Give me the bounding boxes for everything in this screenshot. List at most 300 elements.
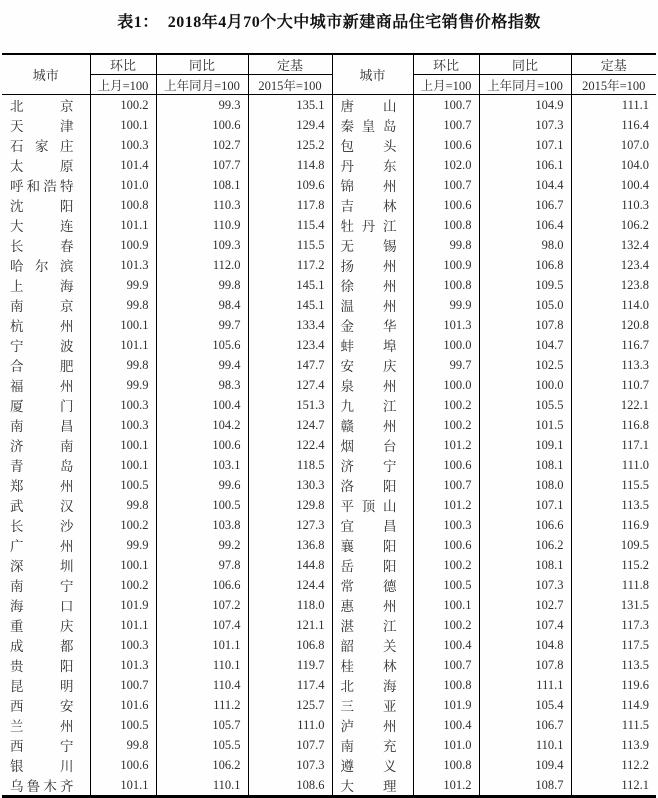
- value-cell: 100.0: [413, 375, 479, 395]
- value-cell: 100.1: [90, 315, 156, 335]
- value-cell: 101.1: [90, 615, 156, 635]
- city-cell: [2, 535, 90, 555]
- value-cell: 147.7: [248, 355, 332, 375]
- city-cell: [2, 415, 90, 435]
- city-cell: [332, 755, 413, 775]
- city-name: 洛阳: [340, 479, 397, 494]
- city-cell: [332, 495, 413, 515]
- value-cell: 116.7: [621, 337, 649, 352]
- table-row: [2, 375, 656, 395]
- city-cell: [332, 295, 413, 315]
- value-cell: 108.0: [479, 475, 571, 495]
- header-city-left: 城市: [2, 54, 90, 95]
- value-cell: 145.1: [248, 295, 332, 315]
- value-cell: 99.4: [156, 355, 248, 375]
- city-name: 遵义: [340, 759, 397, 774]
- table-row: [2, 115, 656, 135]
- table-row: [2, 675, 656, 695]
- table-row: [2, 475, 656, 495]
- value-cell: 100.5: [156, 495, 248, 515]
- value-cell: 100.3: [90, 635, 156, 655]
- city-name: 南充: [340, 739, 397, 754]
- value-cell: 104.7: [479, 335, 571, 355]
- value-cell: 109.5: [479, 275, 571, 295]
- city-cell: [2, 475, 90, 495]
- value-cell: 112.0: [156, 255, 248, 275]
- city-cell: [332, 235, 413, 255]
- value-cell: 105.7: [156, 715, 248, 735]
- value-cell: 100.3: [90, 395, 156, 415]
- city-name: 温州: [340, 299, 397, 314]
- value-cell: 100.8: [413, 675, 479, 695]
- table-header: [2, 54, 656, 95]
- table-row: [2, 135, 656, 155]
- city-cell: [2, 355, 90, 375]
- value-cell: 101.1: [90, 215, 156, 235]
- city-name: 武汉: [10, 499, 74, 514]
- value-cell: 100.2: [413, 395, 479, 415]
- city-cell: [332, 635, 413, 655]
- value-cell: 124.7: [248, 415, 332, 435]
- value-cell: 99.9: [90, 535, 156, 555]
- city-cell: [2, 215, 90, 235]
- city-name: 长春: [10, 239, 74, 254]
- value-cell: 100.5: [90, 715, 156, 735]
- value-cell: 99.8: [90, 735, 156, 755]
- city-cell: [332, 475, 413, 495]
- table-row: [2, 255, 656, 275]
- city-name: 青岛: [10, 459, 74, 474]
- value-cell: 102.7: [479, 595, 571, 615]
- value-cell: 108.1: [479, 555, 571, 575]
- city-name: 西安: [10, 699, 74, 714]
- value-cell: 101.0: [413, 735, 479, 755]
- city-name: 大理: [340, 779, 397, 794]
- table-row: [2, 635, 656, 655]
- table-row: [2, 655, 656, 675]
- value-cell: 115.5: [621, 477, 649, 492]
- city-cell: [332, 415, 413, 435]
- city-name: 济南: [10, 439, 74, 454]
- value-cell: 107.7: [248, 735, 332, 755]
- city-cell: [2, 635, 90, 655]
- city-cell: [2, 575, 90, 595]
- value-cell: 130.3: [248, 475, 332, 495]
- city-cell: [332, 215, 413, 235]
- price-index-table: [2, 53, 656, 798]
- value-cell: 117.8: [248, 195, 332, 215]
- city-name: 安庆: [340, 359, 397, 374]
- value-cell: 102.7: [156, 135, 248, 155]
- value-cell: 104.9: [479, 95, 571, 116]
- value-cell: 100.2: [413, 615, 479, 635]
- city-cell: [2, 115, 90, 135]
- city-cell: [332, 175, 413, 195]
- city-name: 桂林: [340, 659, 397, 674]
- city-name: 三亚: [340, 699, 397, 714]
- value-cell: 112.1: [621, 777, 649, 792]
- value-cell: 110.9: [156, 215, 248, 235]
- city-name: 贵阳: [10, 659, 74, 674]
- value-cell: 103.1: [156, 455, 248, 475]
- value-cell: 114.0: [621, 297, 649, 312]
- city-cell: [332, 315, 413, 335]
- value-cell: 119.6: [621, 677, 649, 692]
- city-cell: [2, 175, 90, 195]
- city-cell: [332, 275, 413, 295]
- value-cell: 107.3: [479, 115, 571, 135]
- value-cell: 100.6: [156, 435, 248, 455]
- table-row: [2, 395, 656, 415]
- value-cell: 122.1: [620, 397, 649, 412]
- city-name: 岳阳: [340, 559, 397, 574]
- value-cell: 122.4: [248, 435, 332, 455]
- city-cell: [332, 395, 413, 415]
- city-cell: [332, 535, 413, 555]
- value-cell: 107.8: [479, 655, 571, 675]
- city-name: 海口: [10, 599, 74, 614]
- header-yoy-left: 同比: [156, 54, 248, 75]
- value-cell: 106.2: [156, 755, 248, 775]
- value-cell: 108.1: [479, 455, 571, 475]
- table-body: [2, 95, 656, 797]
- page-title: 表1： 2018年4月70个大中城市新建商品住宅销售价格指数: [117, 14, 541, 31]
- value-cell: 123.4: [248, 335, 332, 355]
- city-name: 扬州: [340, 259, 397, 274]
- city-cell: [2, 675, 90, 695]
- value-cell: 101.1: [90, 775, 156, 797]
- value-cell: 100.6: [413, 195, 479, 215]
- value-cell: 117.2: [248, 255, 332, 275]
- city-name: 惠州: [340, 599, 397, 614]
- city-name: 南京: [10, 299, 74, 314]
- value-cell: 100.7: [413, 475, 479, 495]
- value-cell: 151.3: [248, 395, 332, 415]
- value-cell: 100.6: [413, 455, 479, 475]
- value-cell: 100.5: [413, 575, 479, 595]
- value-cell: 101.6: [90, 695, 156, 715]
- city-cell: [2, 495, 90, 515]
- value-cell: 99.8: [90, 495, 156, 515]
- value-cell: 100.6: [156, 115, 248, 135]
- city-name: 泸州: [340, 719, 397, 734]
- value-cell: 105.6: [156, 335, 248, 355]
- value-cell: 108.1: [156, 175, 248, 195]
- value-cell: 111.2: [156, 695, 248, 715]
- value-cell: 107.4: [156, 615, 248, 635]
- value-cell: 110.3: [621, 197, 649, 212]
- value-cell: 120.8: [620, 317, 649, 332]
- city-cell: [2, 555, 90, 575]
- city-cell: [332, 615, 413, 635]
- city-name: 宁波: [10, 339, 74, 354]
- city-cell: [2, 515, 90, 535]
- header-mom-sub-left: 上月=100: [90, 75, 156, 95]
- city-cell: [2, 775, 90, 797]
- value-cell: 100.8: [413, 755, 479, 775]
- value-cell: 107.0: [620, 137, 649, 152]
- city-name: 广州: [10, 539, 74, 554]
- city-cell: [332, 375, 413, 395]
- city-name: 厦门: [10, 399, 74, 414]
- value-cell: 104.8: [479, 635, 571, 655]
- header-yoy-sub-left: 上年同月=100: [156, 75, 248, 95]
- city-cell: [332, 335, 413, 355]
- value-cell: 124.4: [248, 575, 332, 595]
- value-cell: 123.4: [620, 257, 649, 272]
- city-cell: [332, 195, 413, 215]
- value-cell: 100.6: [413, 135, 479, 155]
- city-name: 南昌: [10, 419, 74, 434]
- city-name: 成都: [10, 639, 74, 654]
- city-cell: [2, 155, 90, 175]
- value-cell: 106.1: [479, 155, 571, 175]
- city-name: 呼和浩特: [10, 179, 74, 194]
- value-cell: 131.5: [620, 597, 649, 612]
- value-cell: 100.9: [413, 255, 479, 275]
- value-cell: 100.4: [156, 395, 248, 415]
- value-cell: 100.8: [413, 275, 479, 295]
- value-cell: 113.5: [621, 497, 649, 512]
- value-cell: 114.9: [621, 697, 649, 712]
- value-cell: 100.3: [90, 135, 156, 155]
- city-cell: [332, 155, 413, 175]
- city-name: 平顶山: [340, 499, 397, 514]
- value-cell: 100.8: [90, 195, 156, 215]
- value-cell: 99.8: [90, 295, 156, 315]
- value-cell: 97.8: [156, 555, 248, 575]
- value-cell: 99.3: [156, 95, 248, 116]
- city-name: 上海: [10, 279, 74, 294]
- value-cell: 99.8: [156, 275, 248, 295]
- header-base-left: 定基: [248, 54, 332, 75]
- value-cell: 99.7: [156, 315, 248, 335]
- value-cell: 98.4: [156, 295, 248, 315]
- city-name: 哈尔滨: [10, 259, 74, 274]
- header-yoy-right: 同比: [479, 54, 571, 75]
- table-row: [2, 315, 656, 335]
- value-cell: 107.1: [479, 495, 571, 515]
- city-cell: [2, 335, 90, 355]
- header-mom-sub-right: 上月=100: [413, 75, 479, 95]
- value-cell: 101.3: [90, 255, 156, 275]
- value-cell: 111.5: [621, 717, 649, 732]
- city-name: 南宁: [10, 579, 74, 594]
- city-name: 常德: [340, 579, 397, 594]
- value-cell: 101.9: [413, 695, 479, 715]
- value-cell: 106.2: [479, 535, 571, 555]
- value-cell: 99.9: [413, 295, 479, 315]
- city-name: 牡丹江: [340, 219, 397, 234]
- city-cell: [2, 295, 90, 315]
- value-cell: 100.7: [413, 115, 479, 135]
- city-name: 石家庄: [10, 139, 74, 154]
- city-cell: [2, 595, 90, 615]
- value-cell: 107.2: [156, 595, 248, 615]
- value-cell: 104.0: [620, 157, 649, 172]
- value-cell: 113.3: [621, 357, 649, 372]
- value-cell: 108.6: [248, 775, 332, 797]
- city-cell: [332, 95, 413, 116]
- city-cell: [2, 375, 90, 395]
- value-cell: 100.0: [479, 375, 571, 395]
- city-cell: [2, 735, 90, 755]
- value-cell: 117.5: [621, 637, 649, 652]
- value-cell: 116.8: [621, 417, 649, 432]
- table-row: [2, 515, 656, 535]
- table-row: [2, 695, 656, 715]
- city-name: 乌鲁木齐: [10, 779, 74, 794]
- city-name: 湛江: [340, 619, 397, 634]
- city-cell: [2, 455, 90, 475]
- value-cell: 119.7: [248, 655, 332, 675]
- value-cell: 100.4: [620, 177, 649, 192]
- table-row: [2, 435, 656, 455]
- value-cell: 106.6: [479, 515, 571, 535]
- table-row: [2, 335, 656, 355]
- value-cell: 99.2: [156, 535, 248, 555]
- value-cell: 106.6: [156, 575, 248, 595]
- city-cell: [332, 655, 413, 675]
- value-cell: 110.3: [156, 195, 248, 215]
- value-cell: 99.9: [90, 275, 156, 295]
- header-mom-left: 环比: [90, 54, 156, 75]
- value-cell: 99.6: [156, 475, 248, 495]
- table-row: [2, 95, 656, 116]
- city-name: 昆明: [10, 679, 74, 694]
- value-cell: 107.3: [479, 575, 571, 595]
- table-row: [2, 355, 656, 375]
- table-row: [2, 215, 656, 235]
- value-cell: 110.7: [621, 377, 649, 392]
- value-cell: 106.7: [479, 715, 571, 735]
- value-cell: 110.4: [156, 675, 248, 695]
- city-cell: [2, 755, 90, 775]
- value-cell: 100.7: [90, 675, 156, 695]
- table-row: [2, 575, 656, 595]
- value-cell: 135.1: [248, 95, 332, 116]
- city-name: 泉州: [340, 379, 397, 394]
- header-base-right: 定基: [571, 54, 656, 75]
- value-cell: 117.3: [621, 617, 649, 632]
- city-name: 兰州: [10, 719, 74, 734]
- value-cell: 113.9: [621, 737, 649, 752]
- city-cell: [2, 95, 90, 116]
- city-cell: [332, 555, 413, 575]
- city-name: 丹东: [340, 159, 397, 174]
- city-name: 长沙: [10, 519, 74, 534]
- city-name: 西宁: [10, 739, 74, 754]
- table-row: [2, 595, 656, 615]
- city-name: 天津: [10, 119, 74, 134]
- value-cell: 127.4: [248, 375, 332, 395]
- value-cell: 106.2: [620, 217, 649, 232]
- value-cell: 103.8: [156, 515, 248, 535]
- value-cell: 115.2: [621, 557, 649, 572]
- city-cell: [332, 595, 413, 615]
- value-cell: 102.5: [479, 355, 571, 375]
- value-cell: 101.2: [413, 775, 479, 797]
- value-cell: 117.4: [248, 675, 332, 695]
- value-cell: 118.5: [248, 455, 332, 475]
- value-cell: 102.0: [413, 155, 479, 175]
- value-cell: 107.1: [479, 135, 571, 155]
- value-cell: 101.3: [413, 315, 479, 335]
- city-name: 烟台: [340, 439, 397, 454]
- table-row: [2, 235, 656, 255]
- city-cell: [332, 435, 413, 455]
- value-cell: 106.8: [248, 635, 332, 655]
- city-cell: [2, 715, 90, 735]
- value-cell: 104.2: [156, 415, 248, 435]
- city-name: 吉林: [340, 199, 397, 214]
- value-cell: 100.1: [90, 435, 156, 455]
- value-cell: 111.1: [479, 675, 571, 695]
- city-cell: [2, 435, 90, 455]
- value-cell: 133.4: [248, 315, 332, 335]
- value-cell: 100.4: [413, 635, 479, 655]
- value-cell: 110.1: [479, 735, 571, 755]
- city-name: 沈阳: [10, 199, 74, 214]
- table-row: [2, 295, 656, 315]
- city-cell: [332, 695, 413, 715]
- city-name: 杭州: [10, 319, 74, 334]
- city-name: 九江: [340, 399, 397, 414]
- value-cell: 100.6: [413, 535, 479, 555]
- value-cell: 100.1: [90, 455, 156, 475]
- city-name: 金华: [340, 319, 397, 334]
- city-cell: [332, 355, 413, 375]
- table-row: [2, 415, 656, 435]
- value-cell: 107.4: [479, 615, 571, 635]
- value-cell: 100.8: [413, 215, 479, 235]
- value-cell: 109.6: [248, 175, 332, 195]
- city-name: 唐山: [340, 99, 397, 114]
- table-row: [2, 455, 656, 475]
- table-row: [2, 195, 656, 215]
- city-cell: [332, 515, 413, 535]
- value-cell: 115.5: [248, 235, 332, 255]
- city-cell: [332, 735, 413, 755]
- value-cell: 116.9: [621, 517, 649, 532]
- value-cell: 129.8: [248, 495, 332, 515]
- city-name: 徐州: [340, 279, 397, 294]
- value-cell: 100.3: [413, 515, 479, 535]
- city-cell: [2, 615, 90, 635]
- value-cell: 136.8: [248, 535, 332, 555]
- value-cell: 100.1: [413, 595, 479, 615]
- value-cell: 100.1: [90, 115, 156, 135]
- table-row: [2, 535, 656, 555]
- value-cell: 101.9: [90, 595, 156, 615]
- city-cell: [2, 195, 90, 215]
- value-cell: 100.6: [90, 755, 156, 775]
- value-cell: 127.3: [248, 515, 332, 535]
- value-cell: 101.3: [90, 655, 156, 675]
- city-cell: [332, 715, 413, 735]
- value-cell: 100.0: [413, 335, 479, 355]
- value-cell: 106.7: [479, 195, 571, 215]
- city-cell: [2, 235, 90, 255]
- value-cell: 101.5: [479, 415, 571, 435]
- value-cell: 106.8: [479, 255, 571, 275]
- value-cell: 129.4: [248, 115, 332, 135]
- value-cell: 111.1: [621, 97, 649, 112]
- table-row: [2, 175, 656, 195]
- value-cell: 100.2: [413, 415, 479, 435]
- value-cell: 100.5: [90, 475, 156, 495]
- city-name: 银川: [10, 759, 74, 774]
